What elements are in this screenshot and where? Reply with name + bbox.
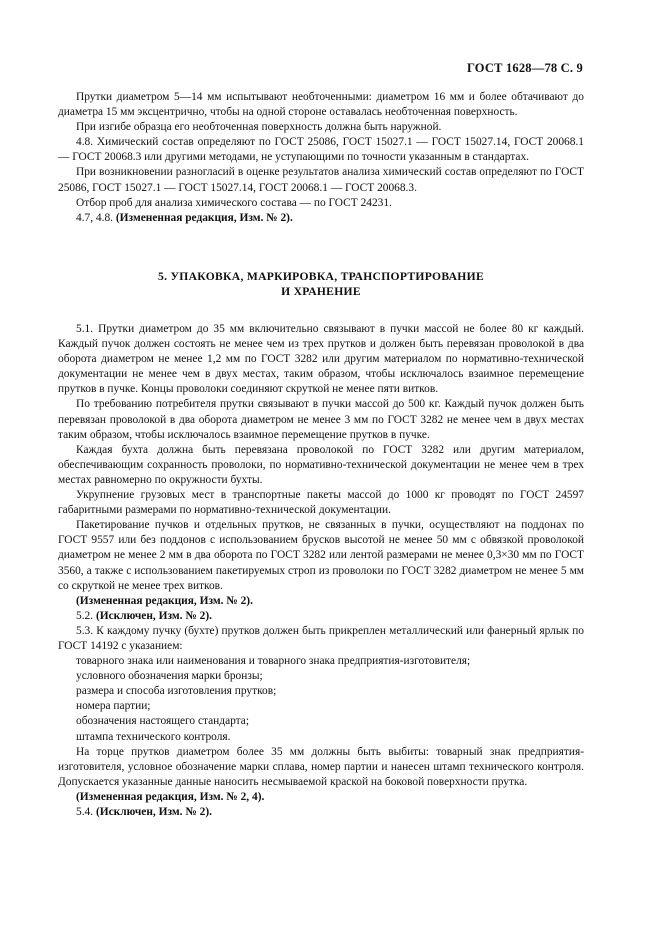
section-title-line1: 5. УПАКОВКА, МАРКИРОВКА, ТРАНСПОРТИРОВАНИЕ — [158, 270, 484, 283]
section-5-body — [58, 322, 584, 820]
paragraph: Прутки диаметром 5—14 мм испытывают необточенными: диаметром 16 мм и более обтачивают до диаметра 15 мм эксцентрично, чтобы на одной стороне оставалась необточенная поверхность. — [58, 91, 584, 119]
item-status: (Исключен, Изм. № 2). — [95, 609, 212, 622]
paragraph: По требованию потребителя прутки связывают в пучки массой до 500 кг. Каждый пучок должен быть перевязан проволокой в два оборота диаметром не менее 3 мм по ГОСТ 3282 не менее чем в двух местах таким образом, чтобы исключалось взаимное перемещение прутков в пучке. — [58, 398, 584, 441]
item-5-3: 5.3. К каждому пучку (бухте) прутков должен быть прикреплен металлический или фанерный ярлык по ГОСТ 14192 с указанием: — [58, 624, 584, 652]
list-item: размера и способа изготовления прутков; — [76, 685, 277, 698]
revision-note-text: (Измененная редакция, Изм. № 2). — [76, 594, 253, 607]
item-number: 5.2. — [76, 609, 96, 622]
item-5-2 — [58, 609, 584, 624]
paragraph: На торце прутков диаметром более 35 мм должны быть выбиты: товарный знак предприятия-изготовителя, условное обозначение марки сплава, номер партии и нанесен штамп технического контроля. Допускается указанные данные наносить несмываемой краской на боковой поверхности прутка. — [58, 745, 584, 788]
list-item: обозначения настоящего стандарта; — [76, 715, 250, 728]
revision-note-text: (Измененная редакция, Изм. № 2). — [115, 211, 293, 224]
paragraph: 5.1. Прутки диаметром до 35 мм включительно связывают в пучки массой не более 80 кг каждый. Каждый пучок должен состоять не менее чем из трех прутков и должен быть перевязан проволокой в два оборота диаметром не менее 1,2 мм по ГОСТ 3282 или другим материалом по нормативно-технической документации не менее чем в двух местах, таким образом, чтобы исключалось взаимное перемещение прутков в пучке. Концы проволоки соединяют скруткой не менее пяти витков. — [58, 323, 584, 396]
list-item: номера партии; — [76, 700, 151, 713]
item-5-4 — [58, 805, 584, 820]
page-header: ГОСТ 1628—78 С. 9 — [466, 61, 583, 75]
section-title — [58, 269, 584, 299]
paragraph: 4.8. Химический состав определяют по ГОСТ 25086, ГОСТ 15027.1 — ГОСТ 15027.14, ГОСТ 20068.1 — ГОСТ 20068.3 или другими методами, не уступающими по точности указанным в стандартах. — [58, 136, 584, 164]
section-title-line2: И ХРАНЕНИЕ — [281, 285, 361, 298]
paragraph: При изгибе образца его необточенная поверхность должна быть наружной. — [76, 121, 442, 134]
paragraph: Пакетирование пучков и отдельных прутков, не связанных в пучки, осуществляют на поддонах по ГОСТ 9557 или без поддонов с использованием брусков высотой не менее 50 мм с обвязкой проволокой диаметром не менее 2 мм в два оборота по ГОСТ 3282 или лентой размерами не менее 0,3×30 мм по ГОСТ 3560, а также с использованием пакетируемых строп из проволоки по ГОСТ 3282 диаметром не менее 5 мм со скруткой не менее трех витков. — [58, 519, 584, 592]
paragraph: При возникновении разногласий в оценке результатов анализа химический состав определяют по ГОСТ 25086, ГОСТ 15027.1 — ГОСТ 15027.14, ГОСТ 20068.1 — ГОСТ 20068.3. — [58, 166, 584, 194]
item-status: (Исключен, Изм. № 2). — [95, 806, 212, 818]
revision-note — [58, 211, 584, 226]
paragraph: Каждая бухта должна быть перевязана проволокой по ГОСТ 3282 или другим материалом, обеспечивающим сохранность проволоки, по нормативно-технической документации не менее чем в трех местах равномерно по окружности бухты. — [58, 443, 584, 486]
paragraph: Отбор проб для анализа химического состава — по ГОСТ 24231. — [76, 196, 392, 209]
label-contents-list — [58, 654, 584, 745]
revision-note-prefix: 4.7, 4.8. — [76, 211, 116, 224]
list-item: товарного знака или наименования и товарного знака предприятия-изготовителя; — [76, 655, 471, 668]
item-number: 5.4. — [76, 806, 96, 818]
revision-note-text: (Измененная редакция, Изм. № 2, 4). — [76, 790, 265, 803]
section-4-continuation — [58, 90, 584, 226]
list-item: условного обозначения марки бронзы; — [76, 670, 263, 683]
revision-note — [58, 594, 584, 609]
revision-note — [58, 790, 584, 805]
list-item: штампа технического контроля. — [76, 730, 231, 743]
paragraph: Укрупнение грузовых мест в транспортные пакеты массой до 1000 кг проводят по ГОСТ 24597 габаритными размерами по нормативно-технической документации. — [58, 489, 584, 517]
